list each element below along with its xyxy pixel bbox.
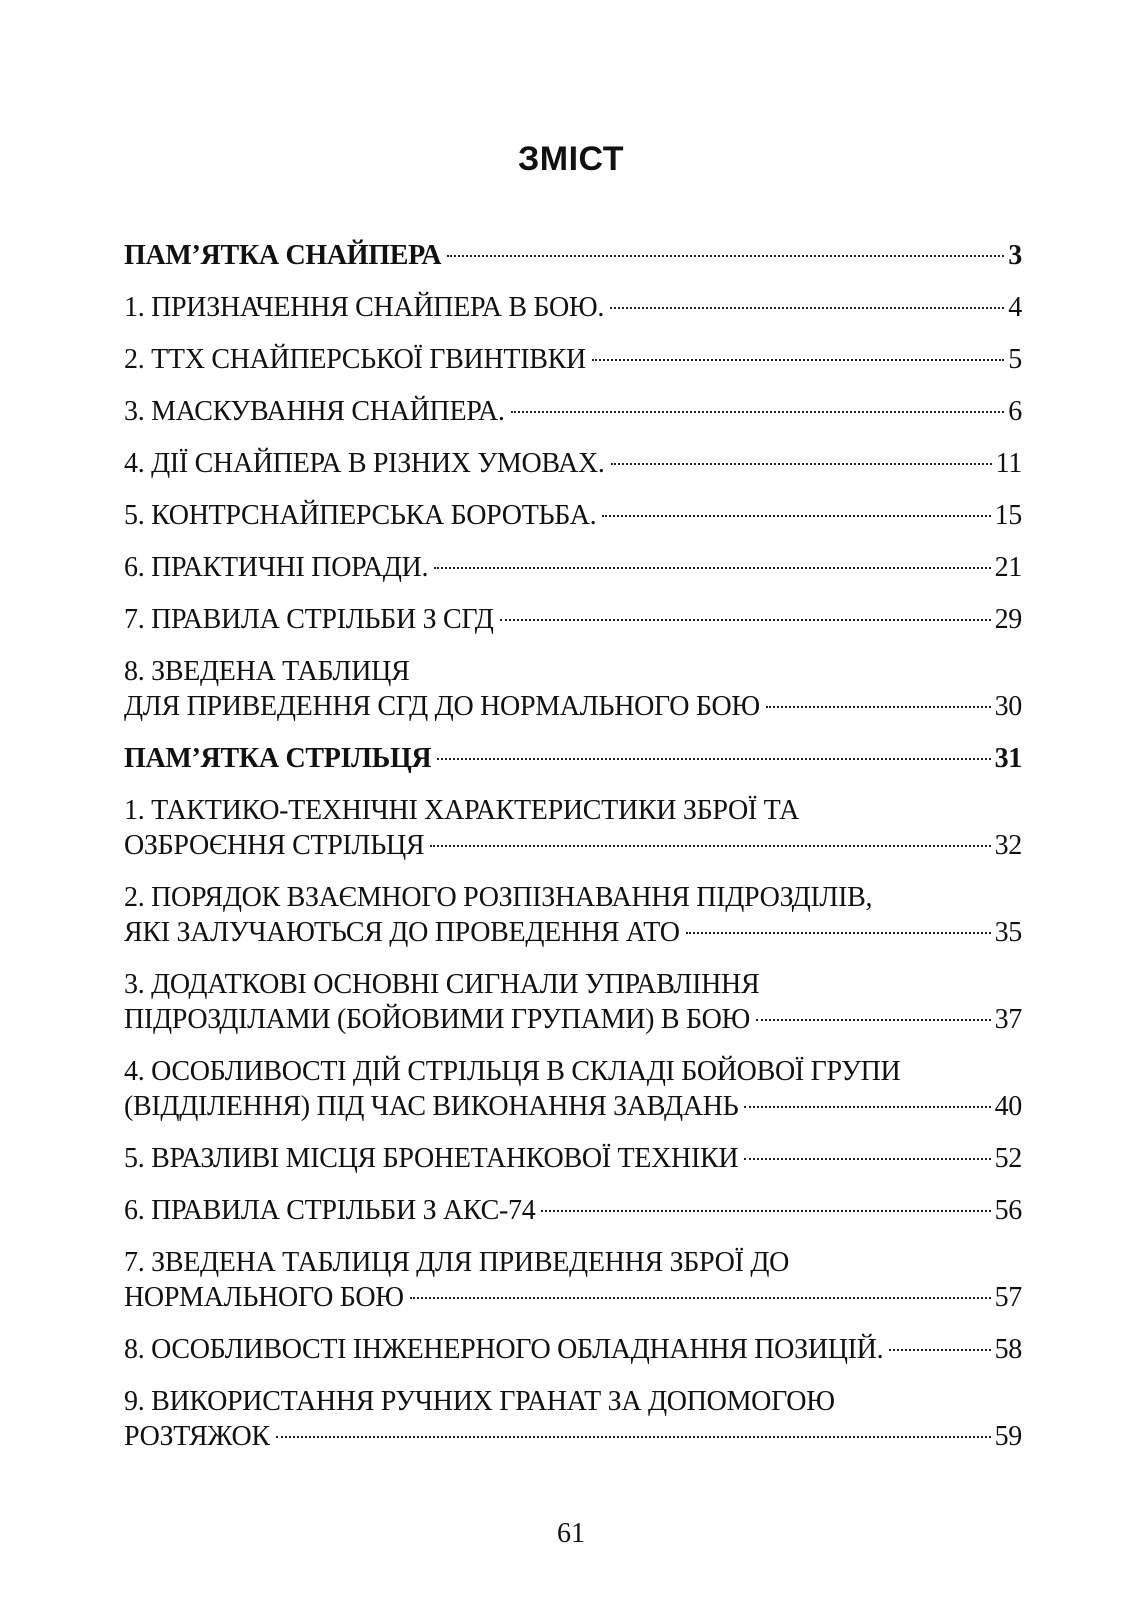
page-number: 61 xyxy=(557,1518,585,1549)
toc-entry xyxy=(124,1332,1022,1367)
toc-entry xyxy=(124,967,1022,1037)
dot-leader xyxy=(756,1019,991,1021)
toc-entry xyxy=(124,1384,1022,1454)
toc-line xyxy=(124,1245,1022,1280)
toc-entry-title: НОРМАЛЬНОГО БОЮ xyxy=(124,1282,404,1313)
dot-leader xyxy=(500,619,991,621)
toc-line xyxy=(124,446,1022,481)
toc-line xyxy=(124,1384,1022,1419)
dot-leader xyxy=(592,359,1004,361)
toc-page-number: 58 xyxy=(994,1334,1022,1365)
toc-line xyxy=(124,238,1022,273)
toc-entry xyxy=(124,550,1022,585)
toc-entry-title: (ВІДДІЛЕННЯ) ПІД ЧАС ВИКОНАННЯ ЗАВДАНЬ xyxy=(124,1091,739,1122)
toc-entry-title: 2. ПОРЯДОК ВЗАЄМНОГО РОЗПІЗНАВАННЯ ПІДРОЗДІЛІВ, xyxy=(124,882,873,913)
dot-leader xyxy=(437,758,990,760)
toc-page-number: 59 xyxy=(994,1421,1022,1452)
toc-line xyxy=(124,550,1022,585)
dot-leader xyxy=(611,463,992,465)
toc-page-number: 4 xyxy=(1008,292,1022,323)
dot-leader xyxy=(541,1210,990,1212)
toc-line xyxy=(124,793,1022,828)
toc-page-number: 29 xyxy=(994,604,1022,635)
toc-line xyxy=(124,498,1022,533)
toc-line xyxy=(124,880,1022,915)
toc-page-number: 31 xyxy=(994,743,1022,774)
toc-entry xyxy=(124,1193,1022,1228)
toc-page-number: 11 xyxy=(995,448,1022,479)
toc-entry-title: 8. ЗВЕДЕНА ТАБЛИЦЯ xyxy=(124,656,410,687)
toc-entry-title: 9. ВИКОРИСТАННЯ РУЧНИХ ГРАНАТ ЗА ДОПОМОГОЮ xyxy=(124,1386,835,1417)
toc-page-number: 35 xyxy=(994,917,1022,948)
toc-page-number: 32 xyxy=(994,830,1022,861)
toc-line xyxy=(124,1054,1022,1089)
toc-line xyxy=(124,342,1022,377)
dot-leader xyxy=(744,1106,990,1108)
toc-page-number: 15 xyxy=(994,500,1022,531)
dot-leader xyxy=(430,845,990,847)
toc-line xyxy=(124,394,1022,429)
toc-entry xyxy=(124,1141,1022,1176)
toc-entry-title: 1. ПРИЗНАЧЕННЯ СНАЙПЕРА В БОЮ. xyxy=(124,292,605,323)
toc-entry-title: 6. ПРАКТИЧНІ ПОРАДИ. xyxy=(124,552,429,583)
toc-entry xyxy=(124,793,1022,863)
toc-entry xyxy=(124,290,1022,325)
toc-entry-title: ПІДРОЗДІЛАМИ (БОЙОВИМИ ГРУПАМИ) В БОЮ xyxy=(124,1004,750,1035)
toc-entry-title: 7. ЗВЕДЕНА ТАБЛИЦЯ ДЛЯ ПРИВЕДЕННЯ ЗБРОЇ ДО xyxy=(124,1247,790,1278)
toc-entry xyxy=(124,394,1022,429)
toc-line xyxy=(124,290,1022,325)
toc-line xyxy=(124,1419,1022,1454)
dot-leader xyxy=(276,1436,991,1438)
toc-page-number: 37 xyxy=(994,1004,1022,1035)
toc-entry xyxy=(124,654,1022,724)
toc-line xyxy=(124,1193,1022,1228)
dot-leader xyxy=(602,515,990,517)
dot-leader xyxy=(610,307,1004,309)
toc-entry xyxy=(124,602,1022,637)
dot-leader xyxy=(410,1297,991,1299)
toc-line xyxy=(124,654,1022,689)
toc-entry-title: ОЗБРОЄННЯ СТРІЛЬЦЯ xyxy=(124,830,425,861)
toc-page-number: 6 xyxy=(1008,396,1022,427)
toc-entry-title: 3. МАСКУВАННЯ СНАЙПЕРА. xyxy=(124,396,505,427)
page-title: ЗМІСТ xyxy=(517,140,625,178)
toc-line xyxy=(124,741,1022,776)
toc-page-number: 52 xyxy=(994,1143,1022,1174)
dot-leader xyxy=(686,932,991,934)
dot-leader xyxy=(766,706,991,708)
dot-leader xyxy=(511,411,1005,413)
toc-line xyxy=(124,602,1022,637)
toc-entry-title: ПАМ’ЯТКА СТРІЛЬЦЯ xyxy=(124,743,432,774)
toc-entry-title: 5. КОНТРСНАЙПЕРСЬКА БОРОТЬБА. xyxy=(124,500,597,531)
toc-entry-title: РОЗТЯЖОК xyxy=(124,1421,270,1452)
toc-entry xyxy=(124,880,1022,950)
toc-entry-title: 4. ДІЇ СНАЙПЕРА В РІЗНИХ УМОВАХ. xyxy=(124,448,605,479)
toc-page-number: 40 xyxy=(994,1091,1022,1122)
toc-entry-title: 3. ДОДАТКОВІ ОСНОВНІ СИГНАЛИ УПРАВЛІННЯ xyxy=(124,969,760,1000)
dot-leader xyxy=(434,567,990,569)
toc-line xyxy=(124,828,1022,863)
toc-entry xyxy=(124,1245,1022,1315)
toc-line xyxy=(124,1280,1022,1315)
toc-entry xyxy=(124,498,1022,533)
dot-leader xyxy=(889,1349,990,1351)
toc-entry-title: 1. ТАКТИКО-ТЕХНІЧНІ ХАРАКТЕРИСТИКИ ЗБРОЇ ТА xyxy=(124,795,799,826)
toc-line xyxy=(124,1141,1022,1176)
toc-page-number: 30 xyxy=(994,691,1022,722)
toc-page-number: 56 xyxy=(994,1195,1022,1226)
toc-page-number: 57 xyxy=(994,1282,1022,1313)
toc-line xyxy=(124,1089,1022,1124)
toc-page-number: 21 xyxy=(994,552,1022,583)
toc-line xyxy=(124,915,1022,950)
toc-entry-title: ЯКІ ЗАЛУЧАЮТЬСЯ ДО ПРОВЕДЕННЯ АТО xyxy=(124,917,680,948)
toc-entry xyxy=(124,446,1022,481)
toc-line xyxy=(124,1002,1022,1037)
toc-line xyxy=(124,1332,1022,1367)
toc-entry-title: 6. ПРАВИЛА СТРІЛЬБИ З АКС-74 xyxy=(124,1195,536,1226)
toc-line xyxy=(124,689,1022,724)
toc-entry xyxy=(124,342,1022,377)
dot-leader xyxy=(744,1158,990,1160)
toc-page-number: 5 xyxy=(1008,344,1022,375)
toc-line xyxy=(124,967,1022,1002)
toc-section-heading xyxy=(124,238,1022,273)
toc-section-heading xyxy=(124,741,1022,776)
table-of-contents xyxy=(124,238,1022,1471)
toc-entry-title: 7. ПРАВИЛА СТРІЛЬБИ З СГД xyxy=(124,604,494,635)
toc-entry-title: 8. ОСОБЛИВОСТІ ІНЖЕНЕРНОГО ОБЛАДНАННЯ ПОЗИЦІЙ. xyxy=(124,1334,884,1365)
toc-entry-title: ДЛЯ ПРИВЕДЕННЯ СГД ДО НОРМАЛЬНОГО БОЮ xyxy=(124,691,760,722)
toc-entry xyxy=(124,1054,1022,1124)
toc-entry-title: 5. ВРАЗЛИВІ МІСЦЯ БРОНЕТАНКОВОЇ ТЕХНІКИ xyxy=(124,1143,739,1174)
toc-page-number: 3 xyxy=(1008,240,1022,271)
toc-entry-title: ПАМ’ЯТКА СНАЙПЕРА xyxy=(124,240,442,271)
toc-entry-title: 4. ОСОБЛИВОСТІ ДІЙ СТРІЛЬЦЯ В СКЛАДІ БОЙОВОЇ ГРУПИ xyxy=(124,1056,901,1087)
toc-entry-title: 2. ТТХ СНАЙПЕРСЬКОЇ ГВИНТІВКИ xyxy=(124,344,586,375)
dot-leader xyxy=(447,255,1004,257)
